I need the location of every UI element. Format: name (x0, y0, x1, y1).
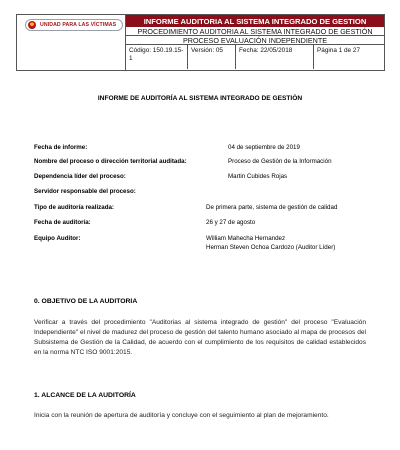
audit-date-label: Fecha de auditoría: (34, 219, 91, 226)
process-label: Nombre del proceso o dirección territorial auditada: (34, 158, 187, 165)
process-value: Proceso de Gestión de la Información (228, 158, 332, 165)
header-title: INFORME AUDITORIA AL SISTEMA INTEGRADO DE GESTION (126, 15, 384, 27)
team-member: Herman Steven Ochoa Cardozo (Auditor Líder) (206, 244, 336, 251)
document-title: INFORME DE AUDITORÍA AL SISTEMA INTEGRADO DE GESTIÓN (97, 95, 303, 102)
audit-type-value: De primera parte, sistema de gestión de calidad (206, 204, 338, 211)
objective-text: Verificar a través del procedimiento "Auditorias al sistema integrado de gestión" del proceso "Evaluación Independiente" el nivel de madurez del proceso de gestión del talento humano asociado al mapa de procesos del Subsistema de Gestión de la Calidad, de acuerdo con el cumplimiento de los requisitos de calidad establecidos en la norma NTC ISO 9001:2015. (34, 319, 366, 356)
dependency-value: Martin Cubides Rojas (228, 173, 288, 180)
scope-text: Inicia con la reunión de apertura de auditoría y concluye con el seguimiento al plan de mejoramiento. (34, 412, 329, 419)
logo-text: UNIDAD PARA LAS VÍCTIMAS (40, 22, 117, 28)
coat-of-arms-icon (28, 21, 36, 29)
header-info (126, 15, 384, 70)
header-process: PROCESO EVALUACIÓN INDEPENDIENTE (126, 36, 384, 45)
objective-heading: 0. OBJETIVO DE LA AUDITORIA (34, 298, 138, 305)
responsible-label: Servidor responsable del proceso: (34, 188, 136, 195)
dependency-label: Dependencia líder del proceso: (34, 173, 126, 180)
audit-type-label: Tipo de auditoría realizada: (34, 204, 114, 211)
header-code: Código: 150.19.15-1 (126, 45, 188, 69)
header-date: Fecha: 22/05/2018 (236, 45, 314, 69)
unidad-victimas-logo (25, 19, 123, 31)
document-header (16, 14, 385, 71)
report-date-value: 04 de septiembre de 2019 (228, 144, 300, 151)
team-label: Equipo Auditor: (34, 235, 81, 242)
header-meta-row (126, 45, 384, 69)
header-version: Versión: 05 (188, 45, 236, 69)
team-member: William Mahecha Hernandez (206, 235, 286, 242)
header-page: Página 1 de 27 (317, 47, 360, 54)
audit-date-value: 26 y 27 de agosto (206, 219, 256, 226)
header-procedure: PROCEDIMIENTO AUDITORIA AL SISTEMA INTEGRADO DE GESTIÓN (126, 27, 384, 36)
scope-heading: 1. ALCANCE DE LA AUDITORÍA (34, 392, 136, 399)
report-date-label: Fecha de informe: (34, 144, 88, 151)
logo-area (17, 15, 126, 70)
